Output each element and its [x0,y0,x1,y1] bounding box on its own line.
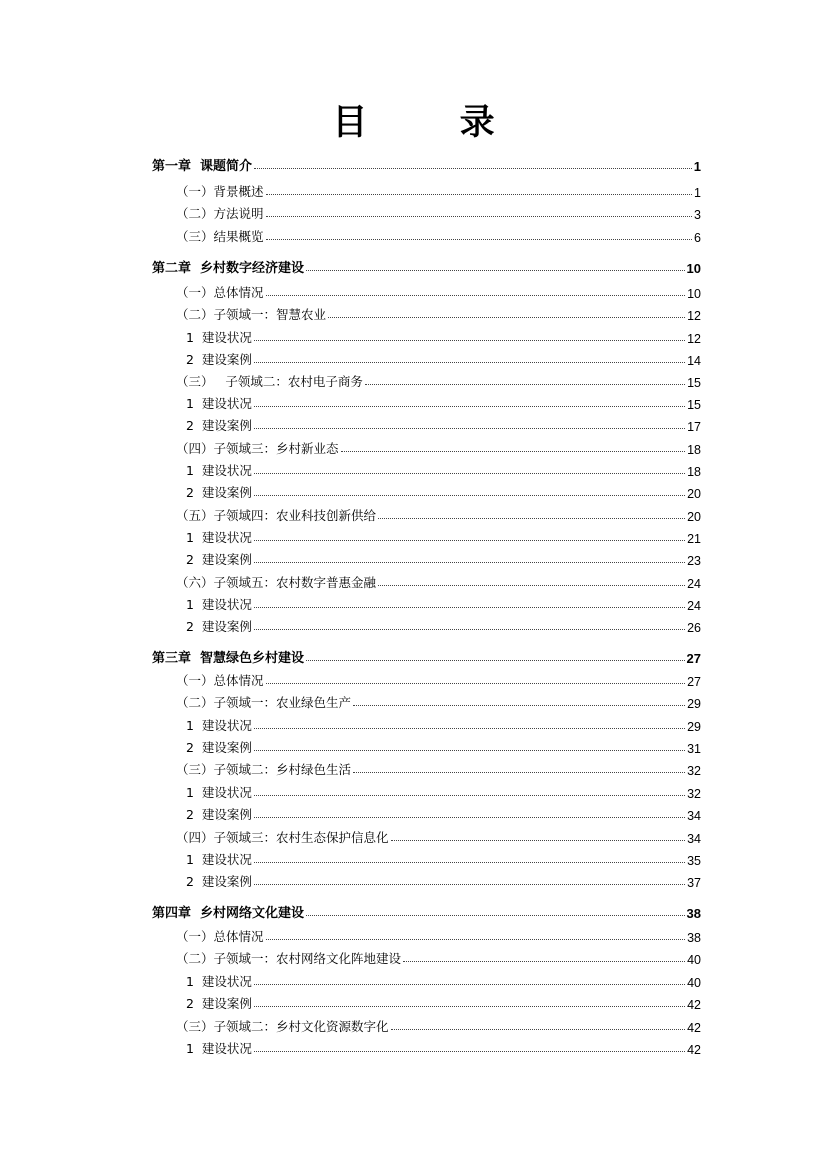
toc-leader-dots [403,961,685,962]
toc-page-number: 14 [687,354,701,368]
toc-entry-label: 第二章 乡村数字经济建设 [152,261,305,276]
toc-leader-dots [254,1006,685,1007]
toc-page-number: 15 [687,398,701,412]
toc-page-number: 20 [687,487,701,501]
toc-chapter-entry[interactable] [152,256,701,276]
toc-page-number: 18 [687,465,701,479]
toc-entry-label: （二）子领域一：农业绿色生产 [176,695,352,710]
toc-chapter-entry[interactable] [152,646,701,666]
toc-entry-label: （六）子领域五：农村数字普惠金融 [176,575,377,590]
toc-entry-label: 1 建设状况 [186,1041,252,1056]
toc-leader-dots [254,884,685,885]
toc-entry-label: 1 建设状况 [186,718,252,733]
toc-entry-label: 2 建设案例 [186,352,252,367]
toc-entry-label: 第一章 课题简介 [152,159,253,174]
toc-section-entry[interactable] [176,925,701,945]
toc-entry-label: 1 建设状况 [186,396,252,411]
toc-leader-dots [254,728,685,729]
toc-page-number: 32 [687,764,701,778]
toc-entry-label: （一）总体情况 [176,929,264,944]
toc-section-entry[interactable] [176,504,701,524]
toc-chapter-entry[interactable] [152,154,701,174]
toc-leader-dots [254,428,685,429]
toc-entry-label: 1 建设状况 [186,974,252,989]
toc-entry-label: 2 建设案例 [186,418,252,433]
toc-section-entry[interactable] [176,691,701,711]
toc-entry-label: 2 建设案例 [186,619,252,634]
toc-entry-label: （二）子领域一：农村网络文化阵地建设 [176,951,402,966]
toc-leader-dots [254,795,685,796]
toc-entry-label: 2 建设案例 [186,874,252,889]
toc-subsection-entry[interactable] [186,615,701,635]
toc-page-number: 23 [687,554,701,568]
toc-page-number: 37 [687,876,701,890]
toc-leader-dots [254,340,685,341]
toc-subsection-entry[interactable] [186,326,701,346]
toc-section-entry[interactable] [176,303,701,323]
toc-section-entry[interactable] [176,571,701,591]
toc-leader-dots [254,607,685,608]
toc-leader-dots [254,495,685,496]
toc-section-entry[interactable] [176,202,701,222]
toc-subsection-entry[interactable] [186,593,701,613]
toc-leader-dots [254,562,685,563]
toc-page-number: 18 [687,443,701,457]
toc-leader-dots [266,683,686,684]
toc-leader-dots [306,270,684,271]
toc-page-number: 15 [687,376,701,390]
toc-entry-label: 第四章 乡村网络文化建设 [152,906,305,921]
toc-entry-label: 1 建设状况 [186,530,252,545]
toc-page-number: 40 [687,976,701,990]
toc-subsection-entry[interactable] [186,714,701,734]
toc-subsection-entry[interactable] [186,481,701,501]
toc-page-number: 10 [686,261,701,276]
toc-page-number: 29 [687,697,701,711]
toc-page-number: 6 [694,231,701,245]
toc-section-entry[interactable] [176,437,701,457]
toc-leader-dots [254,629,685,630]
toc-section-entry[interactable] [176,180,701,200]
toc-leader-dots [328,317,685,318]
toc-page-number: 1 [694,186,701,200]
toc-leader-dots [353,772,685,773]
toc-entry-label: （一）背景概述 [176,184,264,199]
toc-entry-label: （二）子领域一：智慧农业 [176,307,327,322]
toc-section-entry[interactable] [176,1015,701,1035]
toc-page-number: 29 [687,720,701,734]
toc-entry-label: （五）子领域四：农业科技创新供给 [176,508,377,523]
toc-entry-label: 1 建设状况 [186,597,252,612]
toc-subsection-entry[interactable] [186,392,701,412]
toc-subsection-entry[interactable] [186,414,701,434]
toc-subsection-entry[interactable] [186,970,701,990]
toc-entry-label: 2 建设案例 [186,740,252,755]
toc-subsection-entry[interactable] [186,992,701,1012]
toc-leader-dots [391,1029,686,1030]
toc-leader-dots [266,239,693,240]
toc-leader-dots [266,194,693,195]
toc-leader-dots [254,473,685,474]
toc-page-number: 21 [687,532,701,546]
toc-page-number: 27 [686,651,701,666]
toc-leader-dots [254,1051,685,1052]
toc-leader-dots [306,660,684,661]
toc-leader-dots [254,984,685,985]
toc-subsection-entry[interactable] [186,781,701,801]
toc-subsection-entry[interactable] [186,526,701,546]
toc-entry-label: （二）方法说明 [176,206,264,221]
toc-leader-dots [378,518,685,519]
toc-page-number: 40 [687,953,701,967]
toc-page-number: 10 [687,287,701,301]
toc-subsection-entry[interactable] [186,459,701,479]
toc-subsection-entry[interactable] [186,848,701,868]
toc-subsection-entry[interactable] [186,1037,701,1057]
toc-page-number: 42 [687,1021,701,1035]
toc-page-number: 35 [687,854,701,868]
toc-section-entry[interactable] [176,947,701,967]
toc-entry-label: （三）子领域二：乡村绿色生活 [176,762,352,777]
toc-entry-label: （一）总体情况 [176,285,264,300]
toc-section-entry[interactable] [176,758,701,778]
toc-section-entry[interactable] [176,826,701,846]
toc-leader-dots [378,585,685,586]
toc-page-number: 20 [687,510,701,524]
toc-entry-label: 1 建设状况 [186,785,252,800]
toc-entry-label: （三）结果概览 [176,229,264,244]
toc-subsection-entry[interactable] [186,870,701,890]
toc-page-number: 42 [687,998,701,1012]
toc-leader-dots [254,817,685,818]
toc-page-number: 27 [687,675,701,689]
toc-subsection-entry[interactable] [186,803,701,823]
toc-leader-dots [254,168,692,169]
toc-page-number: 38 [686,906,701,921]
toc-leader-dots [254,362,685,363]
toc-leader-dots [266,216,693,217]
toc-subsection-entry[interactable] [186,348,701,368]
toc-entry-label: 2 建设案例 [186,996,252,1011]
toc-leader-dots [254,406,685,407]
toc-page-number: 34 [687,832,701,846]
page-title: 目 录 [332,103,535,143]
toc-entry-label: （一）总体情况 [176,673,264,688]
toc-entry-label: （三）子领域二：乡村文化资源数字化 [176,1019,389,1034]
toc-entry-label: （四）子领域三：乡村新业态 [176,441,339,456]
toc-section-entry[interactable] [176,370,701,390]
toc-entry-label: 1 建设状况 [186,852,252,867]
toc-leader-dots [254,862,685,863]
toc-entry-label: 第三章 智慧绿色乡村建设 [152,651,305,666]
toc-leader-dots [266,295,686,296]
toc-entry-label: 2 建设案例 [186,552,252,567]
toc-leader-dots [266,939,686,940]
toc-page-number: 17 [687,420,701,434]
toc-page-number: 12 [687,309,701,323]
toc-section-entry[interactable] [176,281,701,301]
toc-subsection-entry[interactable] [186,736,701,756]
toc-leader-dots [254,750,685,751]
toc-leader-dots [254,540,685,541]
toc-page-number: 31 [687,742,701,756]
toc-leader-dots [365,384,685,385]
toc-page-number: 3 [694,208,701,222]
toc-leader-dots [306,915,684,916]
toc-entry-label: 2 建设案例 [186,807,252,822]
toc-entry-label: （四）子领域三：农村生态保护信息化 [176,830,389,845]
toc-section-entry[interactable] [176,225,701,245]
toc-page-number: 34 [687,809,701,823]
toc-section-entry[interactable] [176,669,701,689]
toc-entry-label: （三） 子领域二：农村电子商务 [176,374,363,389]
toc-subsection-entry[interactable] [186,548,701,568]
toc-page-number: 26 [687,621,701,635]
toc-page-number: 24 [687,599,701,613]
toc-chapter-entry[interactable] [152,901,701,921]
toc-page-number: 38 [687,931,701,945]
toc-entry-label: 1 建设状况 [186,330,252,345]
toc-page-number: 24 [687,577,701,591]
toc-leader-dots [391,840,686,841]
toc-leader-dots [341,451,686,452]
toc-entry-label: 1 建设状况 [186,463,252,478]
toc-entry-label: 2 建设案例 [186,485,252,500]
toc-page-number: 42 [687,1043,701,1057]
toc-page-number: 1 [693,159,701,174]
toc-page-number: 32 [687,787,701,801]
toc-page-number: 12 [687,332,701,346]
toc-leader-dots [353,705,685,706]
